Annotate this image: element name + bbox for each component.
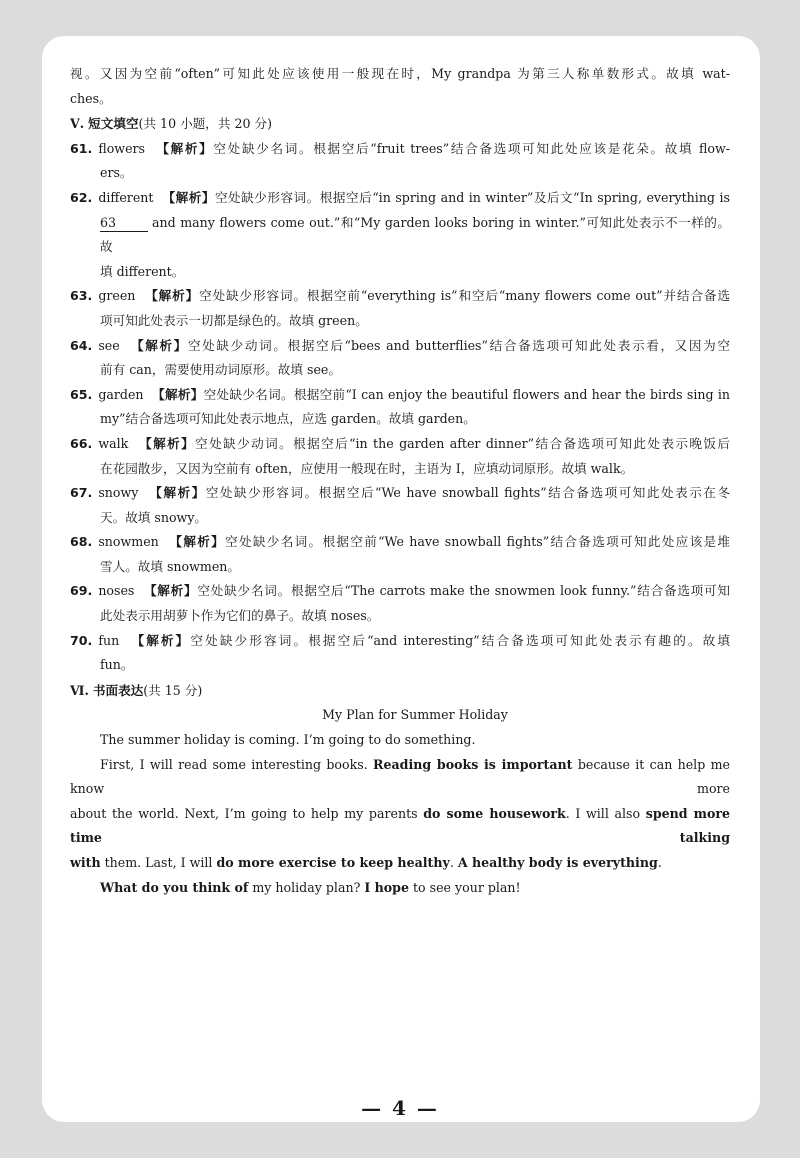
question-number: 65. — [70, 386, 93, 402]
question-67 — [70, 481, 730, 506]
question-number: 61. — [70, 140, 93, 156]
question-63-cont: 项可知此处表示一切都是绿色的。故填 green。 — [100, 312, 368, 328]
answer: green — [98, 288, 136, 304]
answer: flowers — [98, 140, 146, 156]
text: . — [449, 855, 458, 870]
analysis-tag: 【解析】 — [130, 337, 188, 353]
answer: snowmen — [98, 534, 159, 550]
question-65 — [70, 383, 730, 408]
analysis-tag: 【解析】 — [145, 288, 200, 304]
bold-phrase: Reading books is important — [373, 756, 573, 772]
question-66 — [70, 432, 730, 457]
question-61-cont: ers。 — [100, 165, 133, 181]
question-62-cont-2: 填 different。 — [100, 263, 185, 279]
essay-paragraph-2-line-3 — [70, 851, 730, 876]
section-6-title: 书面表达 — [92, 682, 144, 698]
explanation: 空处缺少名词。根据空前“I can enjoy the beautiful flowers and hear the birds sing in — [203, 386, 730, 402]
explanation: 空处缺少形容词。根据空后“We have snowball fights”结合备选项可知此处表示在冬 — [205, 485, 731, 501]
text: First, I will read some interesting books. — [100, 756, 374, 772]
intro-line-2: ches。 — [70, 90, 112, 106]
question-64-cont: 前有 can，需要使用动词原形。故填 see。 — [100, 362, 341, 378]
essay — [70, 703, 730, 900]
question-70-cont: fun。 — [100, 657, 134, 673]
explanation: 空处缺少动词。根据空后“bees and butterflies”结合备选项可知此处表示看，又因为空 — [187, 337, 730, 353]
question-63 — [70, 284, 730, 309]
question-69-cont: 此处表示用胡萝卜作为它们的鼻子。故填 noses。 — [100, 608, 380, 624]
analysis-tag: 【解析】 — [169, 534, 226, 550]
answer: snowy — [98, 485, 139, 501]
bold-phrase: do more exercise to keep healthy — [216, 855, 450, 870]
section-6-score: (共 15 分) — [143, 682, 203, 698]
question-64 — [70, 334, 730, 359]
text: . — [657, 855, 662, 870]
question-65-cont: my”结合备选项可知此处表示地点，应选 garden。故填 garden。 — [100, 411, 476, 427]
question-70 — [70, 629, 730, 654]
answer: see — [98, 337, 120, 353]
analysis-tag: 【解析】 — [149, 485, 206, 501]
intro-line-1: 视。又因为空前“often”可知此处应该使用一般现在时，My grandpa 为第三人称单数形式。故填 wat- — [70, 66, 730, 81]
analysis-tag: 【解析】 — [139, 435, 196, 451]
explanation: 空处缺少名词。根据空后“fruit trees”结合备选项可知此处应该是花朵。故填 flow- — [213, 140, 731, 156]
section-6-heading — [70, 679, 730, 704]
section-5-score: (共 10 小题，共 20 分) — [138, 116, 272, 132]
explanation: and many flowers come out.”和“My garden looks boring in winter.”可知此处表示不一样的。故 — [100, 214, 730, 255]
section-6-numeral: Ⅵ. — [70, 682, 89, 698]
section-5-title: 短文填空 — [88, 116, 139, 132]
analysis-tag: 【解析】 — [143, 583, 198, 599]
bold-phrase: do some housework — [423, 805, 566, 821]
blank-63: 63 — [100, 215, 148, 232]
essay-paragraph-2-line-1 — [70, 753, 730, 802]
text: about the world. Next, I’m going to help my parents — [70, 805, 424, 821]
question-number: 64. — [70, 337, 93, 353]
analysis-tag: 【解析】 — [131, 632, 191, 648]
question-67-cont: 天。故填 snowy。 — [100, 509, 208, 525]
explanation: 空处缺少动词。根据空后“in the garden after dinner”结合备选项可知此处表示晚饭后 — [195, 435, 731, 451]
answer: garden — [98, 386, 144, 402]
answer: fun — [98, 632, 120, 648]
question-number: 67. — [70, 485, 93, 501]
answer: noses — [98, 583, 135, 599]
question-68-cont: 雪人。故填 snowmen。 — [100, 558, 241, 574]
explanation: 空处缺少形容词。根据空后“in spring and in winter”及后文“In spring, everything is — [214, 189, 730, 205]
answer: different — [98, 189, 154, 205]
section-5-heading — [70, 112, 730, 137]
question-68 — [70, 530, 730, 555]
explanation: 空处缺少形容词。根据空后“and interesting”结合备选项可知此处表示有趣的。故填 — [190, 632, 730, 648]
question-61 — [70, 137, 730, 162]
essay-paragraph-3 — [70, 876, 730, 901]
question-69 — [70, 579, 730, 604]
explanation: 空处缺少形容词。根据空前“everything is”和空后“many flowers come out”并结合备选 — [199, 288, 730, 304]
bold-phrase: A healthy body is everything — [457, 855, 658, 870]
essay-paragraph-2-line-2 — [70, 802, 730, 851]
essay-paragraph-1: The summer holiday is coming. I’m going to do something. — [100, 732, 476, 748]
explanation: 空处缺少名词。根据空后“The carrots make the snowmen look funny.”结合备选项可知 — [197, 583, 730, 599]
question-number: 70. — [70, 632, 93, 648]
text: because it can help me know more — [70, 756, 730, 797]
text: to see your plan! — [408, 879, 521, 895]
question-number: 62. — [70, 189, 93, 205]
bold-phrase: I hope — [364, 879, 409, 895]
page-number: — 4 — — [361, 1096, 439, 1120]
text: my holiday plan? — [248, 879, 365, 895]
analysis-tag: 【解析】 — [152, 386, 204, 402]
text: them. Last, I will — [100, 855, 217, 870]
section-5-numeral: Ⅴ. — [70, 116, 85, 132]
question-number: 66. — [70, 435, 93, 451]
explanation: 空处缺少名词。根据空前“We have snowball fights”结合备选项可知此处应该是堆 — [225, 534, 731, 550]
question-number: 68. — [70, 534, 93, 550]
page-content — [70, 62, 730, 900]
answer: walk — [98, 435, 129, 451]
bold-phrase: spend more time talking — [70, 805, 730, 846]
text: . I will also — [565, 805, 646, 821]
bold-phrase: What do you think of — [100, 879, 249, 895]
bold-phrase: with — [70, 855, 101, 870]
question-number: 63. — [70, 288, 93, 304]
question-66-cont: 在花园散步，又因为空前有 often，应使用一般现在时，主语为 I，应填动词原形。故填 walk。 — [100, 460, 634, 476]
essay-title: My Plan for Summer Holiday — [322, 707, 508, 723]
analysis-tag: 【解析】 — [162, 189, 215, 205]
analysis-tag: 【解析】 — [156, 140, 214, 156]
question-62-cont — [70, 211, 730, 260]
question-number: 69. — [70, 583, 93, 599]
question-62 — [70, 186, 730, 211]
